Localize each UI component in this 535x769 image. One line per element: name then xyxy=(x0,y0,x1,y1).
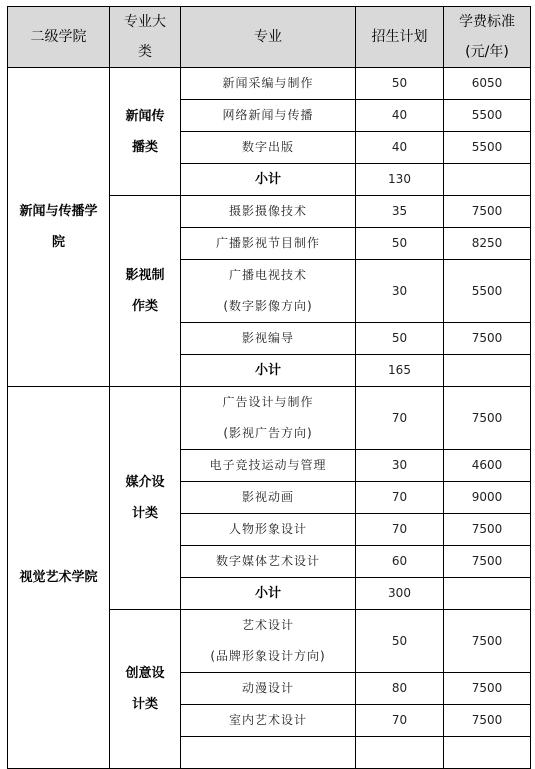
plan-cell: 30 xyxy=(356,450,444,482)
plan-cell: 70 xyxy=(356,514,444,546)
major-cell: 动漫设计 xyxy=(181,673,356,705)
plan-cell: 30 xyxy=(356,260,444,323)
major-line2: (数字影像方向) xyxy=(223,299,313,313)
category-line1: 影视制 xyxy=(125,268,165,283)
plan-cell: 50 xyxy=(356,610,444,673)
header-row xyxy=(8,7,531,68)
header-fee xyxy=(444,7,531,68)
major-line2: (影视广告方向) xyxy=(223,426,313,440)
major-line1: 广播电视技术 xyxy=(228,268,307,282)
category-line2: 计类 xyxy=(131,697,158,712)
plan-cell: 50 xyxy=(356,228,444,260)
major-cell: 数字出版 xyxy=(181,132,356,164)
major-cell: 影视编导 xyxy=(181,323,356,355)
major-line2: (品牌形象设计方向) xyxy=(210,649,326,663)
plan-cell: 40 xyxy=(356,132,444,164)
plan-cell: 60 xyxy=(356,546,444,578)
major-cell: 数字媒体艺术设计 xyxy=(181,546,356,578)
fee-cell: 7500 xyxy=(444,546,531,578)
category-cell-film xyxy=(110,196,181,387)
fee-cell: 7500 xyxy=(444,673,531,705)
college-cell-journalism xyxy=(8,68,110,387)
subtotal-plan: 300 xyxy=(356,578,444,610)
fee-cell: 7500 xyxy=(444,705,531,737)
category-cell-media xyxy=(110,387,181,610)
fee-cell: 8250 xyxy=(444,228,531,260)
plan-cell: 40 xyxy=(356,100,444,132)
fee-cell: 5500 xyxy=(444,100,531,132)
category-line2: 计类 xyxy=(131,506,158,521)
plan-cell: 35 xyxy=(356,196,444,228)
table-row xyxy=(8,68,531,100)
fee-cell: 7500 xyxy=(444,196,531,228)
major-cell: 广播影视节目制作 xyxy=(181,228,356,260)
fee-cell-empty xyxy=(444,737,531,769)
category-line1: 媒介设 xyxy=(125,475,165,490)
subtotal-label: 小计 xyxy=(181,578,356,610)
fee-cell: 5500 xyxy=(444,260,531,323)
major-cell xyxy=(181,260,356,323)
category-line1: 新闻传 xyxy=(125,108,165,124)
major-cell xyxy=(181,387,356,450)
major-cell: 影视动画 xyxy=(181,482,356,514)
enrollment-fee-table xyxy=(7,6,531,769)
subtotal-plan: 165 xyxy=(356,355,444,387)
major-cell: 人物形象设计 xyxy=(181,514,356,546)
major-cell: 网络新闻与传播 xyxy=(181,100,356,132)
major-line1: 广告设计与制作 xyxy=(222,395,314,409)
plan-cell: 70 xyxy=(356,482,444,514)
header-category xyxy=(110,7,181,68)
fee-cell: 5500 xyxy=(444,132,531,164)
major-cell: 摄影摄像技术 xyxy=(181,196,356,228)
major-cell xyxy=(181,610,356,673)
header-major: 专业 xyxy=(181,7,356,68)
header-category-line1: 专业大 xyxy=(124,14,166,30)
major-cell-empty xyxy=(181,737,356,769)
subtotal-fee-empty xyxy=(444,164,531,196)
plan-cell: 80 xyxy=(356,673,444,705)
major-cell: 新闻采编与制作 xyxy=(181,68,356,100)
subtotal-fee-empty xyxy=(444,578,531,610)
subtotal-fee-empty xyxy=(444,355,531,387)
header-category-line2: 类 xyxy=(138,44,152,60)
header-college: 二级学院 xyxy=(8,7,110,68)
category-line2: 播类 xyxy=(131,139,158,155)
header-plan: 招生计划 xyxy=(356,7,444,68)
fee-cell: 7500 xyxy=(444,514,531,546)
fee-cell: 4600 xyxy=(444,450,531,482)
plan-cell: 50 xyxy=(356,68,444,100)
fee-cell: 6050 xyxy=(444,68,531,100)
header-fee-line2: (元/年) xyxy=(465,44,509,60)
subtotal-label: 小计 xyxy=(181,164,356,196)
subtotal-plan: 130 xyxy=(356,164,444,196)
major-cell: 电子竞技运动与管理 xyxy=(181,450,356,482)
plan-cell: 50 xyxy=(356,323,444,355)
plan-cell: 70 xyxy=(356,387,444,450)
fee-cell: 7500 xyxy=(444,387,531,450)
category-cell-news xyxy=(110,68,181,196)
fee-cell: 9000 xyxy=(444,482,531,514)
table-row xyxy=(8,387,531,450)
major-line1: 艺术设计 xyxy=(241,618,294,632)
plan-cell-empty xyxy=(356,737,444,769)
plan-cell: 70 xyxy=(356,705,444,737)
fee-cell: 7500 xyxy=(444,610,531,673)
college-cell-visual-arts: 视觉艺术学院 xyxy=(8,387,110,769)
category-line1: 创意设 xyxy=(125,666,165,681)
major-cell: 室内艺术设计 xyxy=(181,705,356,737)
header-fee-line1: 学费标准 xyxy=(459,14,515,30)
college-line2: 院 xyxy=(51,235,65,250)
category-line2: 作类 xyxy=(131,299,158,314)
category-cell-creative xyxy=(110,610,181,769)
college-line1: 新闻与传播学 xyxy=(19,204,98,219)
fee-cell: 7500 xyxy=(444,323,531,355)
subtotal-label: 小计 xyxy=(181,355,356,387)
